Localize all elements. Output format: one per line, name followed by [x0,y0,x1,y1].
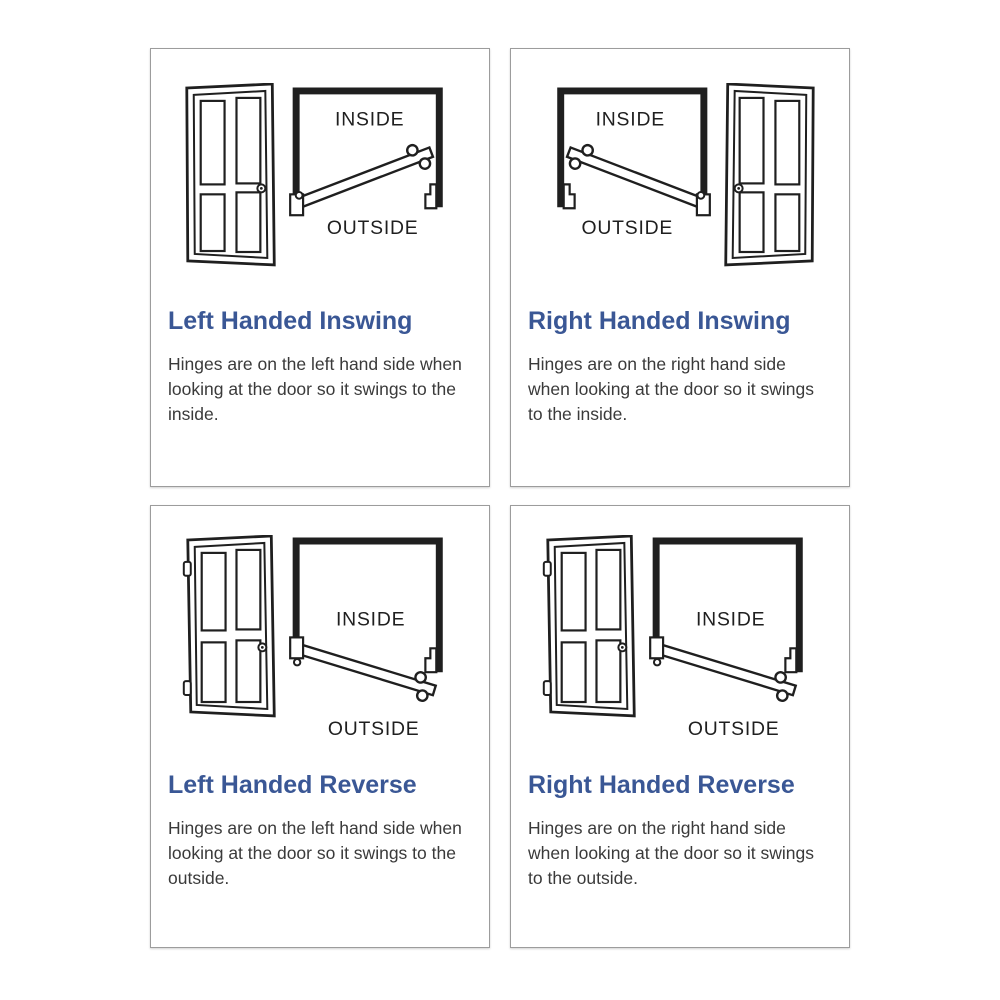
card-title: Left Handed Inswing [168,307,413,335]
door-panel [202,553,226,631]
door-panel [236,98,260,183]
door-panel [201,101,225,185]
door-diagram-inswing-right [511,83,849,282]
card-right-handed-reverse [510,505,850,948]
card-left-handed-inswing [150,48,490,487]
door-panel [562,553,586,631]
hinge-icon [544,681,551,695]
outside-label: OUTSIDE [687,717,780,740]
swing-door [657,637,798,704]
card-right-handed-inswing [510,48,850,487]
inside-label: INSIDE [336,608,406,631]
outside-label: OUTSIDE [326,217,419,240]
inside-label: INSIDE [595,108,665,131]
outside-label: OUTSIDE [581,217,674,240]
hinge-icon [544,562,551,576]
door-panel [596,550,620,630]
door-panel [236,640,260,702]
strike-jamb-icon [425,184,436,208]
strike-jamb-icon [425,648,436,672]
hinge-jamb-icon [290,192,303,215]
card-title: Right Handed Reverse [528,771,795,799]
door-knob-icon [737,187,740,190]
door-panel [740,98,764,183]
door-leaf [726,84,813,265]
card-left-handed-reverse [150,505,490,948]
card-description: Hinges are on the right hand side when looking at the door so it swings to the outside. [528,818,814,888]
door-panel [596,640,620,702]
inside-label: INSIDE [335,108,405,131]
swing-door [296,139,436,214]
card-description: Hinges are on the left hand side when looking at the door so it swings to the outside. [168,818,462,888]
door-panel [740,192,764,252]
strike-jamb-icon [785,648,796,672]
hinge-icon [184,562,191,576]
outside-label: OUTSIDE [327,717,420,740]
door-panel [562,642,586,702]
door-panel [236,192,260,252]
hinge-icon [184,681,191,695]
door-panel [775,194,799,251]
door-diagram-reverse-right [511,535,849,746]
card-title: Left Handed Reverse [168,771,417,799]
door-leaf [544,536,634,716]
door-knob-icon [261,646,264,649]
card-description: Hinges are on the left hand side when looking at the door so it swings to the inside. [168,354,462,424]
door-panel [201,194,225,251]
door-diagram-inswing-left [151,83,489,282]
hinge-jamb-icon [290,637,303,665]
door-panel [775,101,799,185]
door-leaf [187,84,274,265]
door-knob-icon [621,646,624,649]
hinge-jamb-icon [650,637,663,665]
card-title: Right Handed Inswing [528,307,791,335]
hinge-jamb-icon [697,192,710,215]
swing-door [564,139,704,214]
door-panel [202,642,226,702]
strike-jamb-icon [564,184,575,208]
card-description: Hinges are on the right hand side when looking at the door so it swings to the inside. [528,354,814,424]
door-panel [236,550,260,630]
door-knob-icon [260,187,263,190]
inside-label: INSIDE [696,608,766,631]
door-diagram-reverse-left [151,535,489,746]
swing-door [297,637,438,704]
door-leaf [184,536,274,716]
